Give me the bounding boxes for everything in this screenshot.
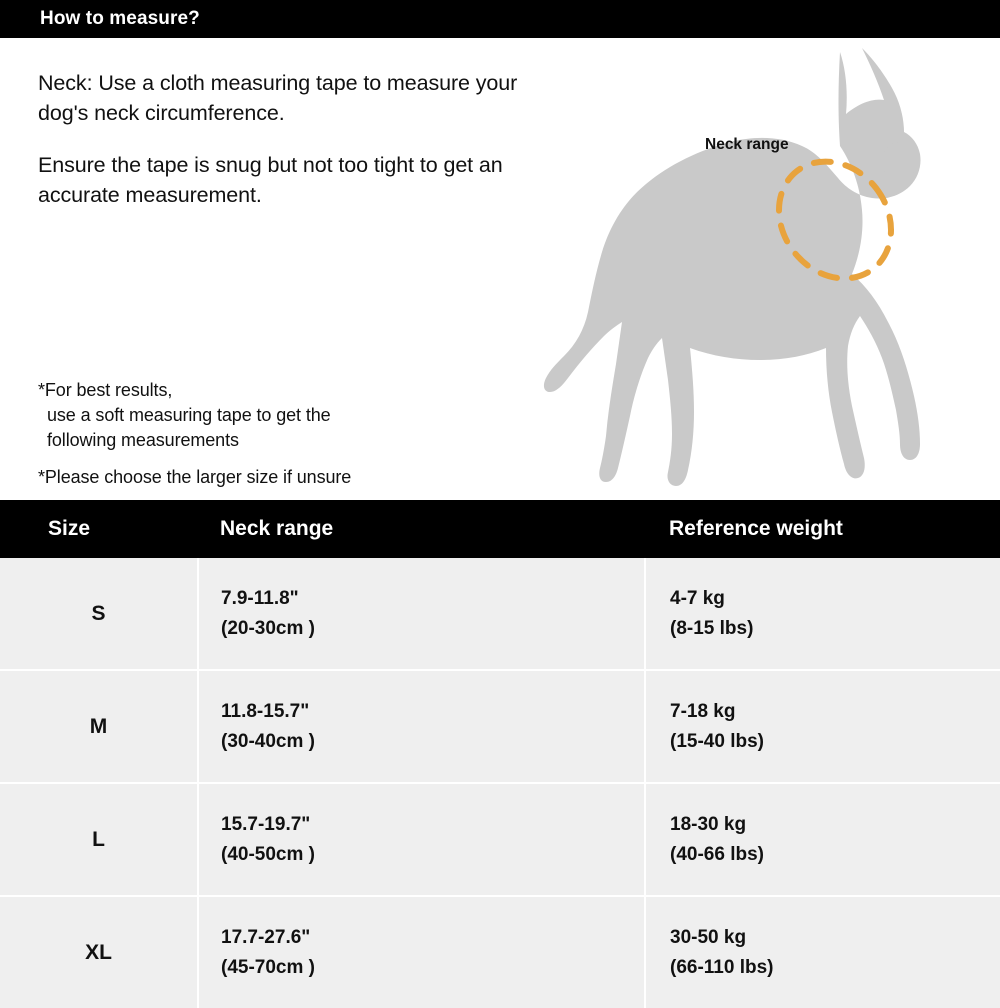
weight-kilograms: 7-18 kg: [670, 700, 736, 722]
neck-centimeters: (30-40cm ): [221, 730, 315, 752]
instruction-paragraph-2: Ensure the tape is snug but not too tight to get an accurate measurement.: [38, 153, 503, 207]
dog-illustration: [540, 40, 980, 490]
cell-neck-range: [198, 558, 645, 670]
neck-inches: 11.8-15.7": [221, 700, 310, 722]
neck-range-highlight-icon: [755, 150, 915, 290]
column-header-neck-range: Neck range: [198, 500, 645, 558]
table-row: [0, 558, 1000, 670]
neck-range-label: Neck range: [705, 136, 789, 153]
weight-kilograms: 4-7 kg: [670, 587, 725, 609]
neck-centimeters: (45-70cm ): [221, 956, 315, 978]
table-header-row: [0, 500, 1000, 558]
table-row: [0, 670, 1000, 783]
cell-size: M: [0, 670, 198, 783]
instruction-paragraph-1: Neck: Use a cloth measuring tape to measure your dog's neck circumference.: [38, 71, 518, 125]
table-row: [0, 896, 1000, 1008]
weight-pounds: (15-40 lbs): [670, 730, 764, 752]
table-row: [0, 783, 1000, 896]
cell-size: XL: [0, 896, 198, 1008]
cell-size: L: [0, 783, 198, 896]
note-line-1: *For best results,: [38, 380, 173, 400]
cell-reference-weight: [645, 558, 1000, 670]
weight-kilograms: 18-30 kg: [670, 813, 747, 835]
neck-inches: 15.7-19.7": [221, 813, 311, 835]
weight-pounds: (66-110 lbs): [670, 956, 774, 978]
weight-pounds: (8-15 lbs): [670, 617, 754, 639]
size-chart-table: [0, 500, 1000, 1008]
cell-neck-range: [198, 670, 645, 783]
column-header-size: Size: [0, 500, 198, 558]
note-line-3: following measurements: [47, 430, 239, 450]
neck-inches: 17.7-27.6": [221, 926, 311, 948]
cell-reference-weight: [645, 896, 1000, 1008]
cell-neck-range: [198, 896, 645, 1008]
column-header-reference-weight: Reference weight: [645, 500, 1000, 558]
neck-centimeters: (20-30cm ): [221, 617, 315, 639]
neck-inches: 7.9-11.8": [221, 587, 299, 609]
weight-pounds: (40-66 lbs): [670, 843, 764, 865]
cell-size: S: [0, 558, 198, 670]
cell-reference-weight: [645, 783, 1000, 896]
note-line-2: use a soft measuring tape to get the: [47, 405, 331, 425]
neck-centimeters: (40-50cm ): [221, 843, 315, 865]
header-bar: [0, 0, 1000, 38]
page-title: How to measure?: [40, 8, 200, 29]
notes-block: [38, 378, 558, 490]
instructions-block: [38, 68, 558, 232]
weight-kilograms: 30-50 kg: [670, 926, 747, 948]
cell-reference-weight: [645, 670, 1000, 783]
cell-neck-range: [198, 783, 645, 896]
note-line-4: *Please choose the larger size if unsure: [38, 467, 352, 487]
